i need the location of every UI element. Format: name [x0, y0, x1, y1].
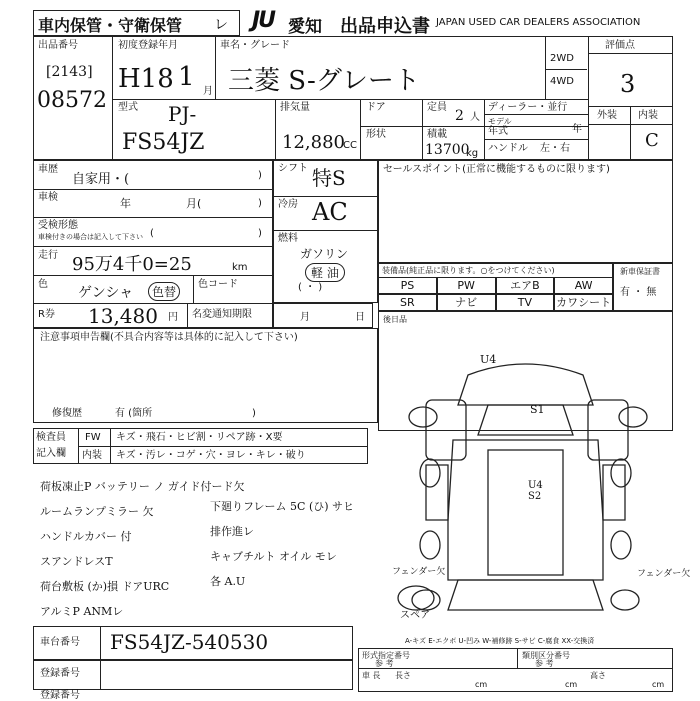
size-unit-1: cm	[475, 680, 488, 689]
inspector-row1-text: キズ・飛石・ヒビ割・リペア跡・X要	[116, 432, 283, 443]
recycle-value: 13,480	[88, 304, 158, 328]
repair-value: 有 (箇所	[115, 408, 153, 419]
equipment-item: AW	[554, 277, 613, 294]
equipment-label: 装備品(純正品に限ります。○をつけてください)	[382, 266, 555, 275]
diagram-wheel-fl	[420, 459, 440, 487]
inspection-label: 車検	[38, 192, 58, 203]
selling-points-label: セールスポイント(正常に機能するものに限ります)	[383, 164, 610, 175]
equipment-item: TV	[496, 294, 555, 311]
equipment-item: SR	[378, 294, 437, 311]
size-label-1: 形式指定番号	[362, 651, 410, 660]
handwritten-note: スアンドレスT	[40, 555, 113, 568]
receive-note: 車検付きの場合は記入して下さい	[38, 233, 143, 241]
lot-number-label: 出品番号	[38, 40, 78, 51]
brand-region: 愛知	[288, 17, 322, 37]
history-close: )	[258, 170, 262, 181]
damage-legend: A-キズ E-エクボ U-凹み W-補修跡 S-サビ C-腐食 XX-交換済	[405, 637, 595, 645]
displacement-value: 12,880	[282, 132, 345, 153]
storage-mark: レ	[214, 17, 228, 33]
size-sub-2: 参 考	[535, 659, 554, 668]
model-year-sub: 年式	[488, 126, 508, 137]
receive-close: )	[258, 228, 262, 239]
diagram-rear-left-lamp	[412, 590, 440, 610]
history-label: 車歴	[38, 164, 58, 175]
association-name: JAPAN USED CAR DEALERS ASSOCIATION	[436, 17, 641, 28]
displacement-unit: CC	[343, 140, 357, 151]
diagram-rear	[448, 580, 603, 610]
shape-label: 形状	[366, 129, 386, 140]
model-year-label: モデル	[488, 117, 512, 126]
size-unit-2: cm	[565, 680, 578, 689]
selling-points-frame	[378, 160, 673, 263]
exterior-label: 外装	[597, 110, 617, 121]
diagram-roof-mark: S1	[530, 403, 545, 416]
diagram-left-side	[426, 465, 448, 520]
name-change-month: 月	[300, 312, 310, 323]
history-value: 自家用・(	[72, 172, 130, 187]
inspection-year: 年	[120, 197, 131, 210]
vehicle-damage-diagram	[378, 345, 673, 645]
color-label: 色	[38, 279, 48, 290]
lot-code: [2143]	[46, 64, 93, 80]
fuel-label: 燃料	[278, 233, 298, 244]
repair-label: 修復歴	[52, 408, 82, 419]
mileage-unit: km	[232, 262, 248, 273]
loading-unit: kg	[466, 148, 479, 159]
fuel-paren: ( ・ )	[298, 282, 323, 293]
diagram-bed-inner	[488, 450, 563, 575]
fuel-diesel: 軽 油	[305, 263, 345, 282]
color-value: ゲンシャ	[78, 285, 134, 301]
reg-year-value: H18	[118, 64, 174, 94]
model-label: 車名・グレード	[220, 40, 290, 51]
handwritten-note: アルミP ANMレ	[40, 605, 124, 618]
equipment-item: カワシート	[556, 296, 612, 309]
equipment-grid	[378, 277, 613, 311]
warranty-label: 新車保証書	[620, 267, 660, 276]
mileage-label: 走行	[38, 250, 58, 261]
chassis-value: FS54JZ-540530	[110, 630, 269, 654]
handwritten-note: 各 A.U	[210, 575, 246, 588]
inspector-row2-head: 内装	[82, 450, 102, 461]
reg-year-label: 初度登録年月	[118, 40, 178, 51]
handwritten-note: 荷板凍止P バッテリー ノ ガイド付ード欠	[40, 480, 245, 493]
score-label: 評価点	[605, 40, 635, 51]
score-value: 3	[620, 70, 636, 98]
diagram-front-right	[588, 400, 628, 460]
brand-logo: JU	[252, 8, 275, 33]
handwritten-note: ルームランプミラー 欠	[40, 505, 154, 518]
handwritten-note: キャブチルト オイル モレ	[210, 550, 337, 563]
interior-value: C	[645, 130, 659, 151]
capacity-value: 2	[455, 108, 464, 124]
size-width-label: 長さ	[395, 671, 411, 680]
diagram-left-note: フェンダー欠	[392, 567, 446, 577]
name-change-day: 日	[355, 312, 365, 323]
receive-open: (	[150, 228, 154, 239]
size-label-2: 類別区分番号	[522, 651, 570, 660]
diagram-cab-roof	[478, 405, 573, 435]
loading-value: 13700	[425, 142, 470, 158]
fuel-gasoline: ガソリン	[300, 247, 349, 261]
equipment-item: エアB	[496, 277, 555, 294]
interior-label: 内装	[638, 110, 658, 121]
size-height-label: 高さ	[590, 671, 606, 680]
form-title: 出品申込書	[340, 16, 430, 37]
notes-label: 注意事項申告欄(不具合内容等は具体的に記入して下さい)	[40, 332, 298, 343]
shift-value: 特S	[312, 166, 346, 190]
diagram-mirror-right	[619, 407, 647, 427]
size-sub-1: 参 考	[375, 659, 394, 668]
registration-label: 登録番号	[40, 668, 80, 679]
drive-2wd: 2WD	[550, 53, 574, 64]
handwritten-note: 排作進レ	[210, 525, 254, 538]
diagram-wheel-rr	[611, 531, 631, 559]
inspector-row1-head: FW	[85, 432, 101, 443]
shift-label: シフト	[278, 163, 308, 174]
mileage-value: 95万4千0=25	[72, 254, 192, 275]
type-value: FS54JZ	[122, 130, 205, 155]
handwritten-note: 荷台敷板 (か)損 ドアURC	[40, 580, 170, 593]
dealer-label: ディーラー・並行	[488, 102, 568, 113]
after-items-label: 後日品	[383, 315, 407, 324]
chassis-label: 車台番号	[40, 637, 80, 648]
equipment-item: ナビ	[437, 294, 496, 311]
diagram-bed	[448, 440, 603, 580]
type-prefix: PJ-	[168, 102, 197, 126]
color-code-label: 色コード	[198, 279, 238, 290]
receive-label: 受検形態	[38, 220, 78, 231]
bottom-note: 登録番号	[40, 690, 80, 701]
registration-frame	[33, 660, 353, 690]
repair-close: )	[252, 408, 256, 419]
diagram-rear-right-lamp	[611, 590, 639, 610]
diagram-right-side	[603, 465, 625, 520]
capacity-unit: 人	[470, 112, 480, 123]
recycle-unit: 円	[168, 312, 178, 323]
reg-month-unit: 月	[203, 86, 213, 97]
equipment-item: PS	[378, 277, 437, 294]
color-circled: 色替	[148, 282, 180, 301]
inspector-label-2: 記入欄	[36, 448, 66, 459]
recycle-label: R券	[38, 309, 55, 320]
handle-options: 左・右	[540, 143, 570, 154]
type-label: 型式	[118, 102, 138, 113]
name-change-label: 名変通知期限	[192, 309, 252, 320]
handwritten-note: ハンドルカバー 付	[40, 530, 132, 543]
model-year-unit: 年	[572, 124, 582, 135]
drive-4wd: 4WD	[550, 76, 574, 87]
displacement-label: 排気量	[280, 102, 310, 113]
model-value: 三菱 S-グレート	[228, 66, 420, 96]
reg-month-value: 1	[178, 62, 195, 92]
storage-label: 車内保管・守衛保管	[38, 16, 183, 35]
inspector-label-1: 検査員	[36, 432, 66, 443]
lot-number: 08572	[37, 88, 107, 113]
inspection-close: )	[258, 198, 262, 209]
size-unit-3: cm	[652, 680, 665, 689]
diagram-right-note: フェンダー欠	[637, 569, 691, 579]
diagram-center-mark: U4 S2	[528, 480, 543, 502]
diagram-wheel-rl	[420, 531, 440, 559]
inspection-month: 月(	[186, 197, 202, 210]
diagram-top-mark: U4	[480, 353, 497, 366]
diagram-mirror-left	[409, 407, 437, 427]
loading-label: 積載	[427, 129, 447, 140]
diagram-wheel-fr	[611, 459, 631, 487]
ac-value: AC	[312, 198, 348, 226]
equipment-item: PW	[437, 277, 496, 294]
size-length-label: 車 長	[362, 671, 381, 680]
warranty-options: 有 ・ 無	[620, 287, 657, 298]
inspector-row2-text: キズ・汚レ・コゲ・穴・ヨレ・キレ・破り	[116, 450, 306, 461]
handle-label: ハンドル	[488, 143, 528, 154]
door-label: ドア	[366, 102, 386, 113]
ac-label: 冷房	[278, 199, 298, 210]
capacity-label: 定員	[427, 102, 447, 113]
diagram-cab-top	[458, 364, 593, 405]
spare-label: スペア	[400, 610, 430, 621]
handwritten-note: 下廻りフレーム 5C (ひ) サヒ	[210, 500, 355, 513]
